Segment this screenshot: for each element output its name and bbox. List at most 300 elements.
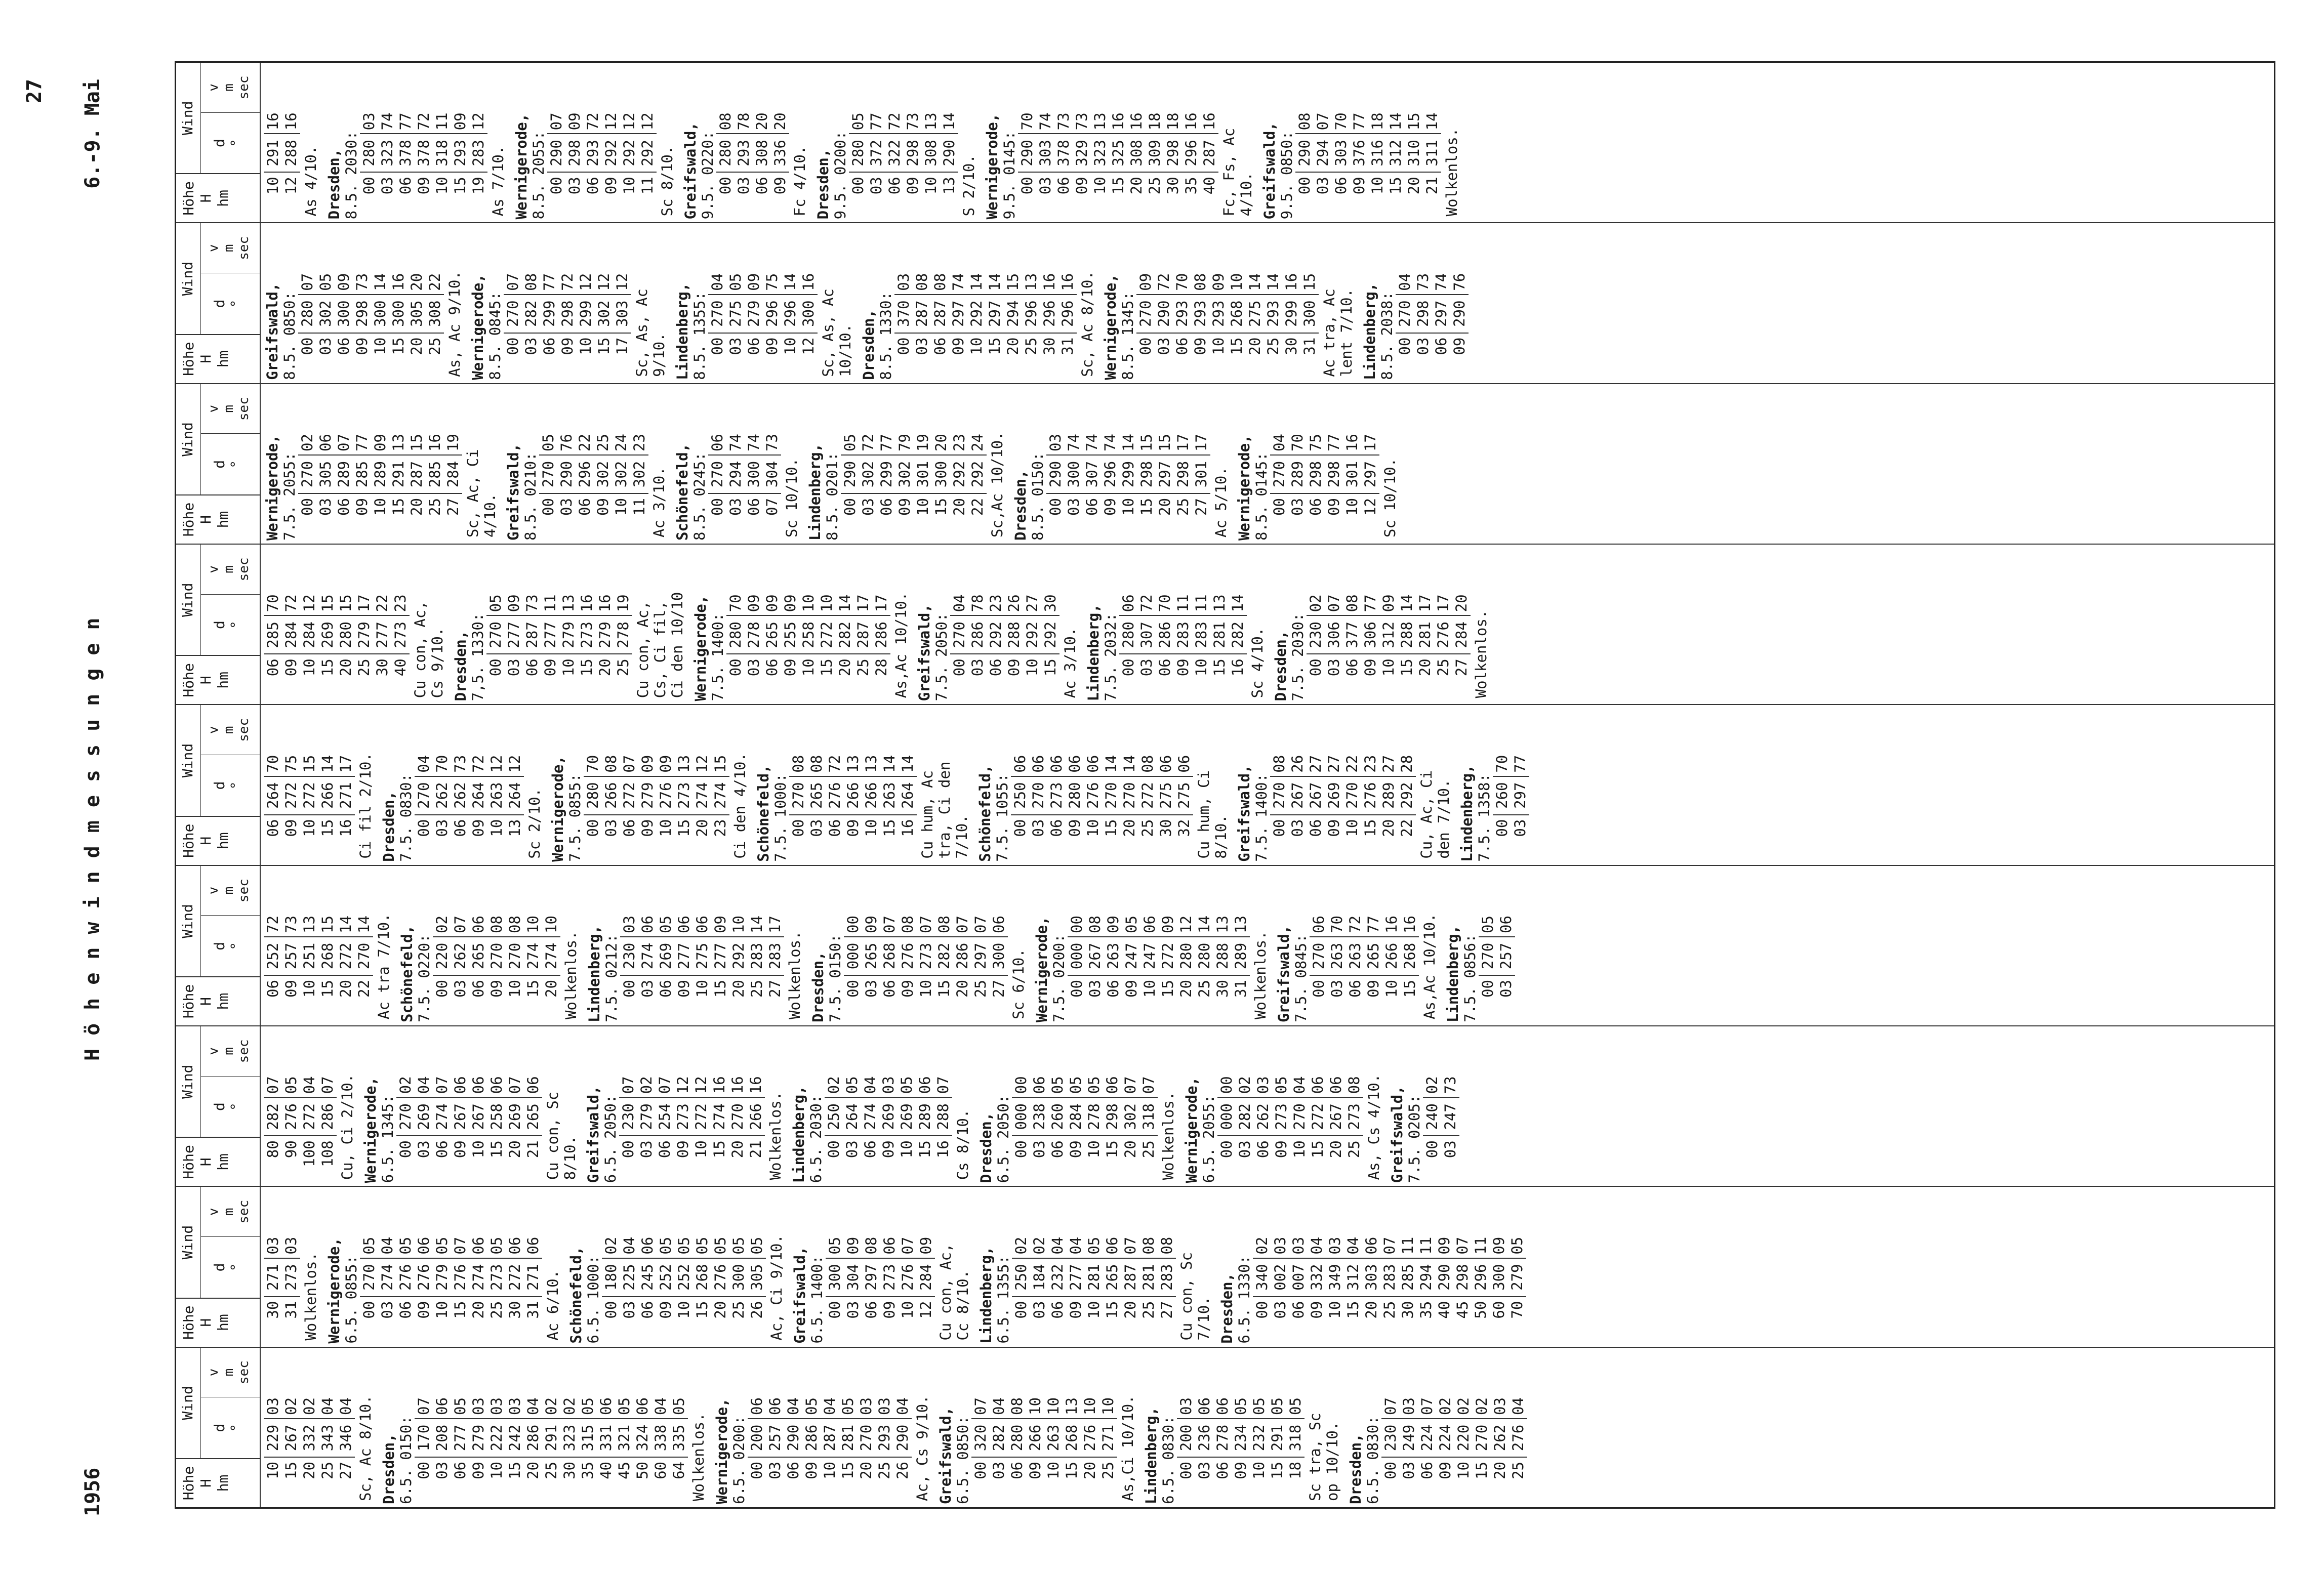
table-row [748, 866, 766, 1022]
direction-value: 273 [1345, 1097, 1363, 1136]
speed-value: 73 [523, 594, 541, 612]
direction-value: 273 [391, 615, 410, 654]
cloud-note: Fc 4/10. [791, 145, 808, 217]
measurement-block [809, 866, 1027, 1022]
direction-header [201, 915, 260, 976]
height-header [176, 976, 260, 1025]
height-value: 09 [675, 980, 692, 998]
height-value: 00 [1296, 177, 1313, 195]
direction-value: 271 [1099, 1418, 1117, 1458]
table-row [949, 223, 967, 380]
height-value: 09 [771, 177, 789, 195]
height-value: 20 [1081, 1462, 1098, 1479]
direction-value: 298 [1164, 133, 1182, 173]
height-value: 31 [1301, 337, 1318, 355]
speed-value: 05 [1269, 1397, 1286, 1415]
speed-value: 16 [578, 594, 595, 612]
direction-value: 268 [318, 936, 337, 976]
table-row [879, 1026, 898, 1183]
table-row [318, 866, 337, 1022]
station-name: Wernigerode, [713, 1398, 730, 1504]
height-value: 09 [542, 658, 559, 677]
height-value: 10 [577, 337, 594, 355]
direction-value: 272 [506, 1258, 524, 1297]
direction-value: 291 [1268, 1418, 1286, 1458]
table-row [799, 223, 818, 380]
table-row [1290, 1026, 1309, 1183]
height-value: 19 [470, 177, 487, 195]
direction-value: 318 [1286, 1418, 1304, 1458]
direction-value: 308 [426, 294, 444, 334]
height-value: 09 [1365, 980, 1382, 998]
table-row [1343, 384, 1361, 541]
speed-header [201, 223, 260, 273]
height-value: 09 [950, 337, 967, 355]
direction-value: 280 [726, 615, 745, 654]
height-value: 06 [1343, 658, 1361, 677]
table-row [1398, 545, 1416, 701]
table-row [1401, 866, 1419, 1022]
direction-value: 224 [1418, 1418, 1436, 1458]
speed-header [201, 545, 260, 594]
table-row [1307, 384, 1325, 541]
height-value: 03 [379, 1301, 396, 1319]
direction-value: 270 [1029, 776, 1047, 815]
direction-value: 289 [1288, 454, 1307, 494]
table-row [1450, 223, 1469, 380]
direction-value: 307 [1083, 454, 1101, 494]
column-body [261, 1348, 1527, 1507]
speed-unit: m [221, 84, 236, 92]
direction-value: 377 [1343, 615, 1361, 654]
speed-value: 06 [1030, 755, 1047, 773]
height-value: 10 [1084, 819, 1102, 837]
height-value: 26 [748, 1301, 765, 1319]
page-header [23, 59, 142, 1516]
speed-value: 13 [390, 434, 407, 452]
speed-value: 06 [1196, 1397, 1213, 1415]
height-value: 00 [299, 337, 316, 355]
table-row [1012, 1026, 1030, 1183]
direction-value: 293 [1264, 294, 1282, 334]
height-value: 00 [825, 1140, 842, 1159]
speed-value: 77 [541, 273, 558, 291]
speed-value: 07 [335, 434, 352, 452]
height-label: Höhe [180, 342, 197, 376]
height-value: 15 [1159, 980, 1176, 998]
table-row [1029, 705, 1047, 861]
table-row [986, 223, 1004, 380]
height-value: 06 [1156, 658, 1173, 677]
height-value: 31 [282, 1301, 300, 1319]
measurement-block [1236, 705, 1452, 861]
height-header [176, 816, 260, 865]
speed-value: 22 [1343, 755, 1361, 773]
table-row [335, 384, 353, 541]
speed-value: 14 [899, 755, 916, 773]
speed-value: 15 [712, 755, 729, 773]
height-value: 10 [1141, 980, 1158, 998]
height-value: 06 [1332, 177, 1350, 195]
table-row [584, 705, 602, 861]
table-row [360, 63, 378, 219]
table-row [577, 223, 595, 380]
speed-value: 75 [1307, 434, 1324, 452]
direction-value: 292 [967, 294, 986, 334]
height-value: 03 [1138, 658, 1155, 677]
direction-value: 276 [1361, 776, 1379, 815]
speed-value: 03 [858, 1397, 875, 1415]
speed-sub: v [206, 565, 221, 573]
height-value: 03 [621, 1301, 638, 1319]
direction-unit: ° [228, 781, 244, 790]
height-value: 15 [452, 1301, 469, 1319]
height-value: 00 [709, 498, 726, 516]
height-value: 03 [415, 1140, 432, 1159]
height-value: 03 [452, 980, 469, 998]
table-row [1295, 63, 1314, 219]
table-row [316, 223, 335, 380]
height-value: 00 [972, 1462, 989, 1479]
height-value: 03 [844, 1301, 862, 1319]
direction-value: 290 [1155, 294, 1173, 334]
table-row [578, 545, 596, 701]
height-value: 00 [504, 337, 521, 355]
height-value: 03 [868, 177, 885, 195]
height-value: 15 [595, 337, 613, 355]
speed-value: 76 [558, 434, 575, 452]
table-row [745, 384, 763, 541]
height-value: 20 [1122, 1140, 1139, 1159]
measurement-block [325, 63, 507, 219]
direction-value: 282 [935, 936, 953, 976]
height-value: 06 [397, 1301, 414, 1319]
table-row [1127, 63, 1146, 219]
speed-value: 04 [415, 1076, 432, 1094]
height-value: 09 [880, 1140, 897, 1159]
table-row [880, 1187, 899, 1343]
measurement-block [937, 1348, 1136, 1504]
direction-value: 288 [282, 133, 300, 173]
direction-value: 280 [1177, 936, 1195, 976]
table-row [318, 1026, 337, 1183]
speed-value: 15 [319, 916, 336, 934]
table-row [391, 545, 410, 701]
direction-value: 257 [282, 936, 300, 976]
direction-value: 300 [335, 294, 353, 334]
height-value: 03 [808, 819, 825, 837]
speed-value: 03 [488, 1397, 505, 1415]
table-row [766, 866, 784, 1022]
table-row [1146, 63, 1164, 219]
table-row [987, 545, 1005, 701]
speed-sub: v [206, 1047, 221, 1055]
direction-value: 307 [1137, 615, 1156, 654]
table-row [547, 63, 565, 219]
table-row [968, 545, 987, 701]
direction-value: 298 [1174, 454, 1192, 494]
table-row [298, 384, 316, 541]
speed-value: 20 [1453, 594, 1470, 612]
station-name: Greifswald, [916, 604, 933, 701]
table-row [504, 223, 522, 380]
speed-value: 16 [1401, 916, 1418, 934]
table-row [1344, 1187, 1362, 1343]
height-value: 09 [594, 498, 611, 516]
direction-value: 276 [282, 1097, 300, 1136]
speed-value: 05 [579, 1397, 596, 1415]
table-row [1288, 705, 1307, 861]
speed-value: 05 [1479, 916, 1496, 934]
table-row [675, 1187, 693, 1343]
speed-value: 08 [717, 112, 734, 131]
height-value: 06 [763, 658, 781, 677]
speed-value: 19 [914, 434, 931, 452]
table-row [1091, 63, 1109, 219]
table-row [541, 545, 559, 701]
height-value: 07 [763, 498, 781, 516]
table-row [1423, 63, 1441, 219]
table-row [1310, 866, 1328, 1022]
height-value: 09 [452, 1140, 469, 1159]
speed-value: 05 [616, 1397, 633, 1415]
height-value: 11 [639, 177, 656, 195]
table-row [396, 63, 415, 219]
station-name: Wernigerode, [984, 113, 1001, 220]
table-row [1307, 545, 1325, 701]
speed-value: 09 [917, 1236, 934, 1255]
speed-value: 74 [1037, 112, 1054, 131]
speed-value: 72 [415, 112, 432, 131]
speed-value: 02 [543, 1397, 560, 1415]
height-value: 20 [1004, 337, 1022, 355]
cloud-note: Ac 3/10. [1062, 627, 1079, 698]
height-value: 20 [1122, 1301, 1139, 1319]
speed-value: 08 [931, 273, 949, 291]
direction-value: 315 [579, 1418, 597, 1458]
height-value: 09 [674, 1140, 691, 1159]
station-name: Wernigerode, [1183, 1077, 1200, 1183]
height-value: 22 [355, 980, 373, 998]
table-row [1030, 1187, 1048, 1343]
table-row [1286, 1348, 1304, 1504]
height-header [176, 655, 260, 704]
speed-value: 14 [1196, 916, 1213, 934]
table-row [899, 705, 917, 861]
speed-value: 17 [1174, 434, 1192, 452]
height-value: 15 [1344, 1301, 1362, 1319]
height-value: 25 [1140, 1301, 1157, 1319]
speed-value: 02 [1012, 1236, 1030, 1255]
table-row [950, 545, 968, 701]
measurement-block [977, 1026, 1177, 1183]
direction-value: 208 [433, 1418, 451, 1458]
height-value: 35 [579, 1462, 596, 1479]
table-row [1156, 384, 1174, 541]
speed-value: 27 [1307, 755, 1324, 773]
height-value: 09 [559, 337, 576, 355]
speed-value: 26 [1005, 594, 1023, 612]
direction-value: 286 [968, 615, 987, 654]
direction-value: 298 [558, 294, 577, 334]
direction-value: 287 [407, 454, 426, 494]
direction-value: 343 [318, 1418, 337, 1458]
table-row [1398, 705, 1416, 861]
measurement-time: 7.5. 1055: [994, 773, 1011, 862]
height-value: 25 [1174, 498, 1192, 516]
table-row [1497, 866, 1515, 1022]
cloud-note: As,Ac 10/10. [1421, 913, 1438, 1020]
direction-value: 304 [844, 1258, 862, 1297]
measurement-block [1347, 1348, 1527, 1504]
direction-value: 280 [298, 294, 316, 334]
direction-header [201, 755, 260, 816]
height-value: 06 [881, 980, 898, 998]
speed-value: 18 [1146, 112, 1163, 131]
direction-value: 270 [539, 454, 557, 494]
height-value: 25 [730, 1301, 747, 1319]
direction-value: 316 [1368, 133, 1387, 173]
station-name: Greifswald, [1236, 764, 1253, 862]
table-row [821, 1348, 839, 1504]
table-row [651, 1348, 670, 1504]
direction-value: 378 [415, 133, 433, 173]
direction-unit: ° [228, 299, 244, 308]
height-value: 09 [1123, 980, 1140, 998]
station-name: Wernigerode, [362, 1077, 379, 1183]
speed-value: 07 [506, 1076, 523, 1094]
table-row [656, 1026, 674, 1183]
speed-value: 72 [264, 916, 281, 934]
measurement-time: 6.5. 1330: [1236, 1255, 1253, 1344]
table-row [1387, 63, 1405, 219]
direction-value: 292 [1023, 615, 1041, 654]
direction-value: 270 [1270, 454, 1288, 494]
speed-value: 09 [657, 755, 674, 773]
table-row [1083, 384, 1101, 541]
direction-value: 277 [505, 615, 523, 654]
height-value: 10 [1085, 1301, 1103, 1319]
height-value: 00 [717, 177, 734, 195]
speed-value: 06 [524, 1236, 542, 1255]
speed-value: 16 [711, 1076, 728, 1094]
direction-value: 247 [1122, 936, 1140, 976]
speed-value: 14 [1387, 112, 1404, 131]
cloud-note: Sc 8/10. [659, 145, 676, 217]
direction-value: 297 [971, 936, 990, 976]
speed-value: 04 [524, 1397, 542, 1415]
table-row [415, 1348, 433, 1504]
table-row [1209, 223, 1228, 380]
speed-value: 04 [785, 1397, 802, 1415]
height-value: 06 [826, 819, 843, 837]
height-value: 03 [1289, 819, 1306, 837]
height-value: 06 [335, 337, 352, 355]
speed-value: 12 [602, 112, 620, 131]
speed-value: 07 [656, 1076, 673, 1094]
table-row [1417, 1187, 1435, 1343]
station-name: Dresden, [452, 630, 469, 701]
measurement-block [674, 223, 854, 380]
height-value: 09 [1027, 1462, 1044, 1479]
direction-value: 260 [1493, 776, 1511, 815]
direction-value: 335 [670, 1418, 688, 1458]
height-value: 09 [1192, 337, 1209, 355]
measurement-block [1033, 866, 1269, 1022]
height-value: 15 [506, 1462, 523, 1479]
table-row [1362, 1187, 1380, 1343]
height-value: 10 [1326, 1301, 1343, 1319]
column-body [261, 63, 1460, 222]
speed-value: 73 [763, 434, 781, 452]
speed-value: 03 [1491, 1397, 1508, 1415]
table-row [1210, 545, 1229, 701]
speed-value: 08 [602, 755, 620, 773]
direction-value: 378 [1054, 133, 1073, 173]
height-value: 06 [785, 1462, 802, 1479]
speed-value: 16 [1201, 112, 1218, 131]
table-row [1102, 705, 1120, 861]
speed-value: 03 [470, 1397, 487, 1415]
direction-value: 372 [867, 133, 885, 173]
table-row [1509, 1348, 1527, 1504]
speed-value: 17 [873, 594, 890, 612]
table-row [264, 545, 282, 701]
speed-value: 23 [1362, 755, 1379, 773]
speed-value: 13 [844, 755, 862, 773]
measurement-block [806, 384, 1006, 541]
height-value: 27 [1453, 658, 1470, 677]
speed-value: 12 [614, 273, 631, 291]
height-value: 09 [353, 498, 371, 516]
direction-value: 283 [1192, 615, 1210, 654]
measurement-block [264, 866, 392, 1022]
direction-value: 275 [1157, 776, 1175, 815]
direction-value: 270 [1479, 936, 1497, 976]
height-value: 06 [639, 1301, 656, 1319]
table-row [1177, 1348, 1195, 1504]
wind-label: Wind [176, 1187, 201, 1297]
table-row [872, 545, 890, 701]
cloud-note: Cu con, Ac, Cs 9/10. [412, 601, 446, 698]
speed-unit: m [221, 565, 236, 573]
speed-value: 05 [748, 1236, 765, 1255]
height-value: 00 [1218, 1140, 1235, 1159]
speed-value: 14 [881, 755, 898, 773]
direction-value: 268 [693, 1258, 711, 1297]
height-value: 00 [826, 1301, 843, 1319]
table-row [1441, 1026, 1459, 1183]
height-value: 03 [1314, 177, 1331, 195]
height-value: 15 [319, 980, 336, 998]
height-value: 15 [932, 498, 950, 516]
table-row [1036, 63, 1054, 219]
height-value: 03 [1289, 498, 1306, 516]
direction-value: 297 [1361, 454, 1379, 494]
direction-value: 272 [818, 615, 836, 654]
speed-value: 04 [415, 755, 432, 773]
direction-value: 270 [1290, 1097, 1309, 1136]
table-row [880, 705, 899, 861]
direction-value: 298 [1325, 454, 1343, 494]
speed-value: 17 [1435, 594, 1452, 612]
direction-value: 297 [986, 294, 1004, 334]
direction-unit: ° [228, 139, 244, 148]
table-row [990, 866, 1008, 1022]
speed-value: 03 [1272, 1236, 1289, 1255]
direction-value: 271 [524, 1258, 542, 1297]
speed-value: 12 [674, 1076, 691, 1094]
